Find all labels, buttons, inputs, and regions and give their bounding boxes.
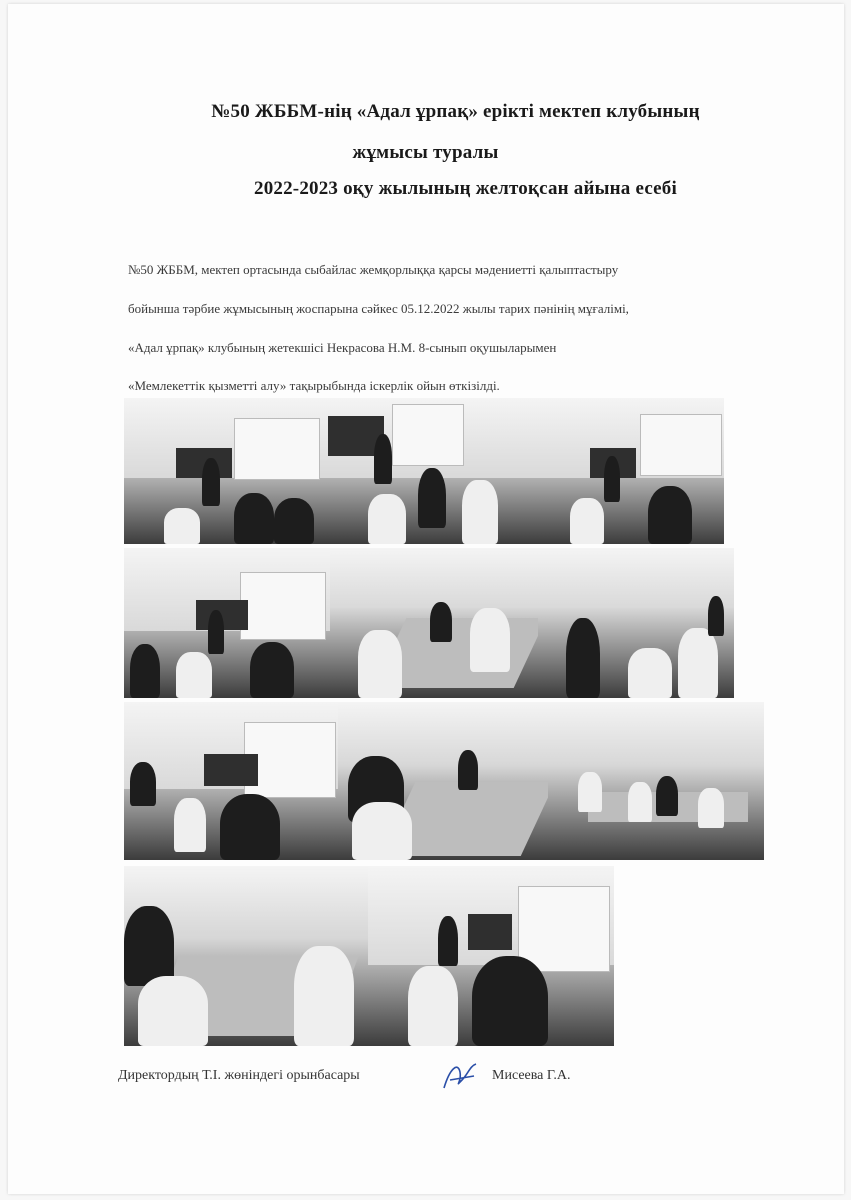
signature-position: Директордың Т.І. жөніндегі орынбасары bbox=[118, 1068, 360, 1083]
classroom-photo bbox=[538, 548, 734, 698]
body-line-4: «Мемлекеттік қызметті алу» тақырыбында іскерлік ойын өткізілді. bbox=[128, 378, 500, 393]
classroom-photo bbox=[124, 398, 322, 544]
classroom-photo bbox=[124, 702, 338, 860]
classroom-photo bbox=[124, 548, 330, 698]
body-line-1: №50 ЖББМ, мектеп ортасында сыбайлас жемқорлыққа қарсы мәдениетті қалыптастыру bbox=[128, 262, 619, 277]
classroom-photo bbox=[330, 548, 538, 698]
body-line-3: «Адал ұрпақ» клубының жетекшісі Некрасова Н.М. 8-сынып оқушыларымен bbox=[128, 340, 557, 355]
classroom-photo bbox=[548, 702, 764, 860]
classroom-photo bbox=[124, 866, 368, 1046]
classroom-photo bbox=[338, 702, 548, 860]
body-line-2: бойынша тәрбие жұмысының жоспарына сәйкес 05.12.2022 жылы тарих пәнінің мұғалімі, bbox=[128, 301, 629, 316]
title-line-3: 2022-2023 оқу жылының желтоқсан айына есебі bbox=[254, 178, 677, 199]
title-line-1: №50 ЖББМ-нің «Адал ұрпақ» ерікті мектеп клубының bbox=[211, 101, 700, 122]
classroom-photo bbox=[368, 866, 614, 1046]
handwritten-signature bbox=[440, 1058, 480, 1094]
title-line-2: жұмысы туралы bbox=[352, 142, 499, 163]
signature-name: Мисеева Г.А. bbox=[492, 1068, 571, 1083]
classroom-photo bbox=[322, 398, 520, 544]
classroom-photo bbox=[520, 398, 724, 544]
